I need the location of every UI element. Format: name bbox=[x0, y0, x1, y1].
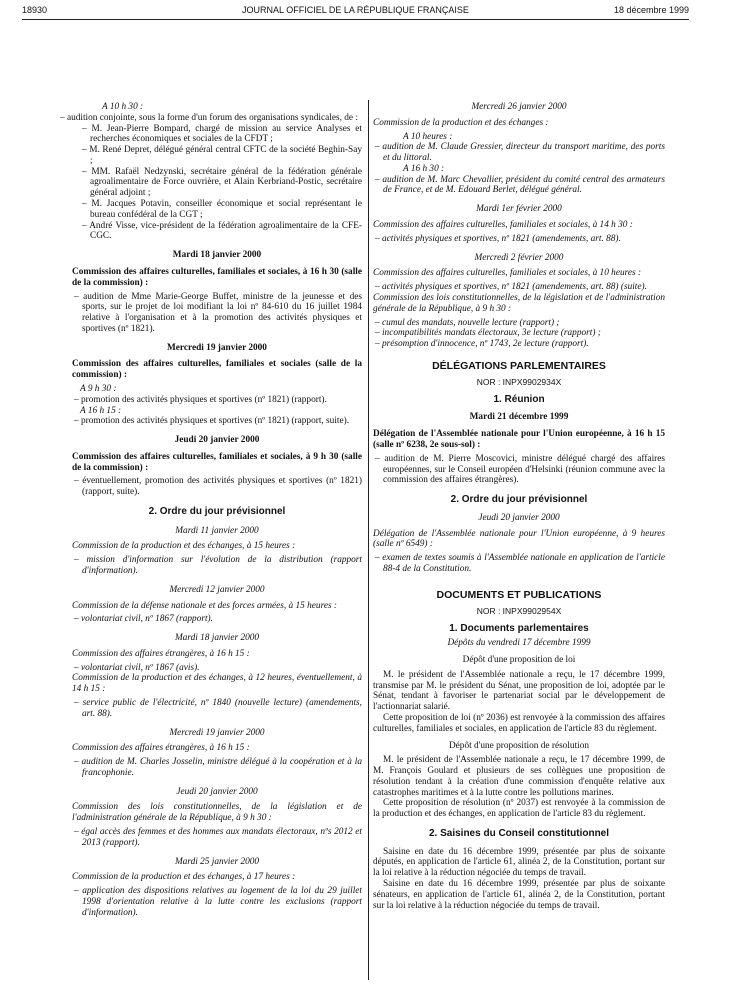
paragraph: Cette proposition de résolution (nº 2037) est renvoyée à la commission de la production et des échanges, en application de l'article 83 du règlement. bbox=[373, 798, 665, 820]
nor-reference: NOR : INPX9902954X bbox=[476, 605, 562, 616]
day-heading: Jeudi 20 janvier 2000 bbox=[176, 786, 258, 797]
agenda-item: – application des dispositions relatives au logement de la loi du 29 juillet 1998 d'orientation relative à la lutte contre les exclusions (rapport d'information). bbox=[74, 886, 362, 918]
list-item: – André Visse, vice-président de la fédération agroalimentaire de la CFE-CGC. bbox=[82, 220, 362, 242]
commission: Commission de la production et des échanges, à 15 heures : bbox=[72, 541, 296, 552]
paragraph: M. le président de l'Assemblée nationale a reçu, le 17 décembre 1999, transmise par M. le président du Sénat, une proposition de loi, adoptée par le Sénat, tendant à favoriser le partenariat social par le développement de l'actionnariat salarié. bbox=[373, 669, 665, 713]
agenda-item: – audition de M. Marc Chevallier, président du comité central des armateurs de France, et de M. Edouard Berlet, délégué général. bbox=[375, 174, 665, 196]
commission: Délégation de l'Assemblée nationale pour l'Union européenne, à 16 h 15 (salle nº 6238, 2e sous-sol) : bbox=[373, 429, 665, 451]
agenda-item: – service public de l'électricité, nº 1840 (nouvelle lecture) (amendements, art. 88). bbox=[74, 697, 362, 719]
day-heading: Mercredi 19 janvier 2000 bbox=[169, 727, 265, 738]
day-heading: Mardi 25 janvier 2000 bbox=[174, 856, 260, 867]
time-label: A 16 h 15 : bbox=[80, 405, 122, 416]
list-item: – cumul des mandats, nouvelle lecture (rapport) ; bbox=[375, 317, 560, 328]
page-header bbox=[22, 5, 689, 19]
agenda-item: – activités physiques et sportives, nº 1821 (amendements, art. 88). bbox=[375, 233, 621, 244]
section-heading: 1. Documents parlementaires bbox=[449, 622, 589, 634]
right-column bbox=[373, 102, 665, 911]
agenda-item: – mission d'information sur l'évolution de la distribution (rapport d'information). bbox=[74, 555, 362, 576]
agenda-item: – activités physiques et sportives, nº 1821 (amendements, art. 88) (suite). bbox=[375, 282, 647, 293]
list-item: – présomption d'innocence, nº 1743, 2e lecture (rapport). bbox=[375, 339, 589, 350]
commission: Commission des affaires culturelles, familiales et sociales, à 14 h 30 : bbox=[373, 220, 633, 231]
list-item: – MM. Rafaël Nedzynski, secrétaire général de la fédération générale agroalimentaire de Force ouvrière, et Alain Kerbriand-Postic, secrétaire général adjoint ; bbox=[82, 166, 362, 199]
issue-date: 18 décembre 1999 bbox=[613, 5, 689, 15]
paragraph: Saisine en date du 16 décembre 1999, présentée par plus de soixante sénateurs, en application de l'article 61, alinéa 2, de la Constitution, portant sur la loi relative à la réduction négociée du temps de travail. bbox=[373, 878, 665, 911]
page-number: 18930 bbox=[22, 5, 48, 15]
agenda-item: – promotion des activités physiques et sportives (nº 1821) (rapport). bbox=[74, 394, 327, 405]
commission: Commission des lois constitutionnelles, de la législation et de l'administration générale de la République, à 9 h 30 : bbox=[72, 802, 362, 824]
subheading: Dépôts du vendredi 17 décembre 1999 bbox=[447, 638, 591, 649]
commission: Commission des affaires culturelles, familiales et sociales (salle de la commission) : bbox=[72, 359, 362, 381]
time-label: A 9 h 30 : bbox=[80, 383, 117, 394]
agenda-item: – audition de M. Claude Gressier, directeur du transport maritime, des ports et du littoral. bbox=[375, 142, 665, 164]
commission: Commission des affaires étrangères, à 16 h 15 : bbox=[72, 743, 250, 754]
day-heading: Mardi 11 janvier 2000 bbox=[175, 525, 259, 536]
agenda-item: – volontariat civil, nº 1867 (rapport). bbox=[74, 614, 213, 625]
day-heading: Mardi 18 janvier 2000 bbox=[172, 250, 262, 261]
day-heading: Mardi 18 janvier 2000 bbox=[174, 633, 260, 644]
time-label: A 10 heures : bbox=[403, 131, 453, 142]
commission: Commission des lois constitutionnelles, de la législation et de l'administration générale de la République, à 9 h 30 : bbox=[373, 292, 665, 314]
subheading: Dépôt d'une proposition de résolution bbox=[448, 740, 590, 751]
commission: Commission de la production et des échanges : bbox=[373, 117, 549, 128]
list-item: – M. Jean-Pierre Bompard, chargé de mission au service Analyses et recherches économiques et sociales de la CFDT ; bbox=[82, 123, 362, 145]
column-divider bbox=[368, 100, 369, 980]
list-item: – M. Jacques Potavin, conseiller économique et social représentant le bureau confédéral de la CGT ; bbox=[82, 199, 362, 220]
subheading: Dépôt d'une proposition de loi bbox=[462, 655, 576, 666]
section-heading: 2. Ordre du jour prévisionnel bbox=[450, 494, 588, 506]
day-heading: Jeudi 20 janvier 2000 bbox=[174, 435, 260, 446]
paragraph: Saisine en date du 16 décembre 1999, présentée par plus de soixante députés, en application de l'article 61, alinéa 2, de la Constitution, portant sur la loi relative à la réduction négociée du temps de travail. bbox=[373, 846, 665, 879]
list-item: – M. René Depret, délégué général central CFTC de la société Beghin-Say ; bbox=[82, 145, 362, 166]
left-column bbox=[60, 102, 362, 918]
day-heading: Mardi 1er février 2000 bbox=[476, 204, 562, 215]
time-label: A 10 h 30 : bbox=[102, 102, 144, 112]
section-heading: 1. Réunion bbox=[493, 393, 545, 405]
paragraph: M. le président de l'Assemblée nationale a reçu, le 17 décembre 1999, de M. François Goulard et plusieurs de ses collègues une proposition de résolution tendant à la création d'une commission d'enquête relative aux catastrophes maritimes et à la lutte contre les pollutions marines. bbox=[373, 755, 665, 798]
commission: Commission des affaires culturelles, familiales et sociales, à 9 h 30 (salle de la commission) : bbox=[72, 451, 362, 473]
header-rule bbox=[22, 19, 689, 20]
commission: Commission des affaires étrangères, à 16 h 15 : bbox=[72, 648, 250, 659]
journal-title: JOURNAL OFFICIEL DE LA RÉPUBLIQUE FRANÇAISE bbox=[242, 5, 469, 15]
agenda-item: – audition de M. Pierre Moscovici, ministre délégué chargé des affaires européennes, sur le Conseil européen d'Helsinki (réunion commune avec la commission des affaires étrangères). bbox=[375, 453, 665, 486]
nor-reference: NOR : INPX9902934X bbox=[476, 377, 562, 388]
day-heading: Mardi 21 décembre 1999 bbox=[469, 412, 569, 423]
section-title: DOCUMENTS ET PUBLICATIONS bbox=[436, 588, 602, 601]
commission: Commission des affaires culturelles, familiales et sociales, à 16 h 30 (salle de la commission) : bbox=[72, 266, 362, 288]
agenda-item: – volontariat civil, nº 1867 (avis). bbox=[74, 662, 200, 673]
paragraph: Cette proposition de loi (nº 2036) est renvoyée à la commission des affaires culturelles, familiales et sociales, en application de l'article 83 du règlement. bbox=[373, 712, 665, 734]
agenda-item: – promotion des activités physiques et sportives (nº 1821) (rapport, suite). bbox=[74, 416, 350, 427]
section-title: DÉLÉGATIONS PARLEMENTAIRES bbox=[432, 359, 606, 372]
section-heading: 2. Saisines du Conseil constitutionnel bbox=[428, 828, 610, 839]
day-heading: Jeudi 20 janvier 2000 bbox=[478, 512, 560, 523]
day-heading: Mercredi 12 janvier 2000 bbox=[169, 584, 265, 595]
agenda-item: – audition de Mme Marie-George Buffet, ministre de la jeunesse et des sports, sur le projet de loi modifiant la loi nº 84-610 du 16 juillet 1984 relative à l'organisation et à la promotion des activités physiques et sportives (nº 1821). bbox=[74, 291, 362, 334]
agenda-item: – examen de textes soumis à l'Assemblée nationale en application de l'article 88-4 de la Constitution. bbox=[375, 553, 665, 574]
day-heading: Mercredi 2 février 2000 bbox=[474, 252, 564, 263]
day-heading: Mercredi 26 janvier 2000 bbox=[471, 102, 567, 112]
commission: Commission de la défense nationale et des forces armées, à 15 heures : bbox=[72, 600, 338, 611]
commission: Commission des affaires culturelles, familiales et sociales, à 10 heures : bbox=[373, 268, 642, 279]
commission: Commission de la production et des échanges, à 12 heures, éventuellement, à 14 h 15 : bbox=[72, 673, 362, 695]
time-label: A 16 h 30 : bbox=[403, 163, 445, 174]
commission: Délégation de l'Assemblée nationale pour l'Union européenne, à 9 heures (salle nº 6549) : bbox=[373, 528, 665, 550]
agenda-item: – audition conjointe, sous la forme d'un forum des organisations syndicales, de : bbox=[60, 112, 358, 123]
commission: Commission de la production et des échanges, à 17 heures : bbox=[72, 872, 296, 883]
agenda-item: – audition de M. Charles Josselin, ministre délégué à la coopération et à la francophonie. bbox=[74, 757, 362, 778]
section-heading: 2. Ordre du jour prévisionnel bbox=[148, 506, 286, 517]
agenda-item: – égal accès des femmes et des hommes aux mandats électoraux, nºs 2012 et 2013 (rapport). bbox=[74, 827, 362, 848]
agenda-item: – éventuellement, promotion des activités physiques et sportives (nº 1821) (rapport, suite). bbox=[74, 476, 362, 498]
list-item: – incompatibilités mandats électoraux, 3e lecture (rapport) ; bbox=[375, 328, 601, 339]
day-heading: Mercredi 19 janvier 2000 bbox=[167, 342, 267, 353]
